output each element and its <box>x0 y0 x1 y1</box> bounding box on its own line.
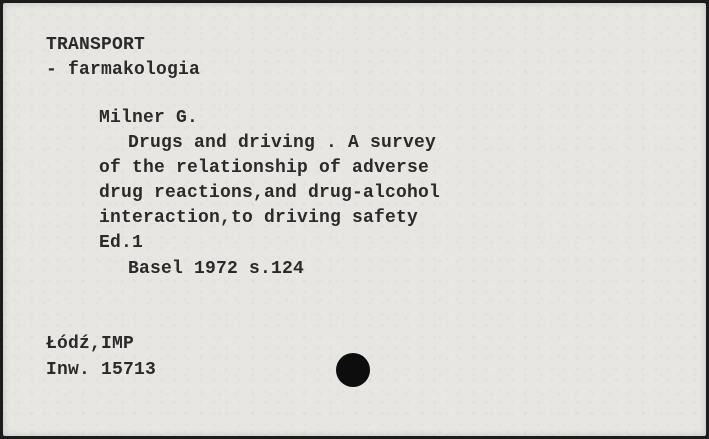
title-line-1: Drugs and driving . A survey <box>128 133 437 153</box>
subject-heading: TRANSPORT <box>46 35 146 55</box>
punch-hole <box>336 353 370 387</box>
title-line-2: of the relationship of adverse <box>99 158 430 178</box>
inventory-number: Inw. 15713 <box>46 360 157 380</box>
title-line-4: interaction,to driving safety <box>99 208 419 228</box>
holding-location: Łódź,IMP <box>46 334 135 354</box>
edition: Ed.1 <box>99 233 144 253</box>
subject-subheading: - farmakologia <box>46 60 201 80</box>
catalog-card <box>3 3 706 436</box>
title-line-3: drug reactions,and drug-alcohol <box>99 183 441 203</box>
publication: Basel 1972 s.124 <box>128 259 305 279</box>
author: Milner G. <box>99 108 199 128</box>
